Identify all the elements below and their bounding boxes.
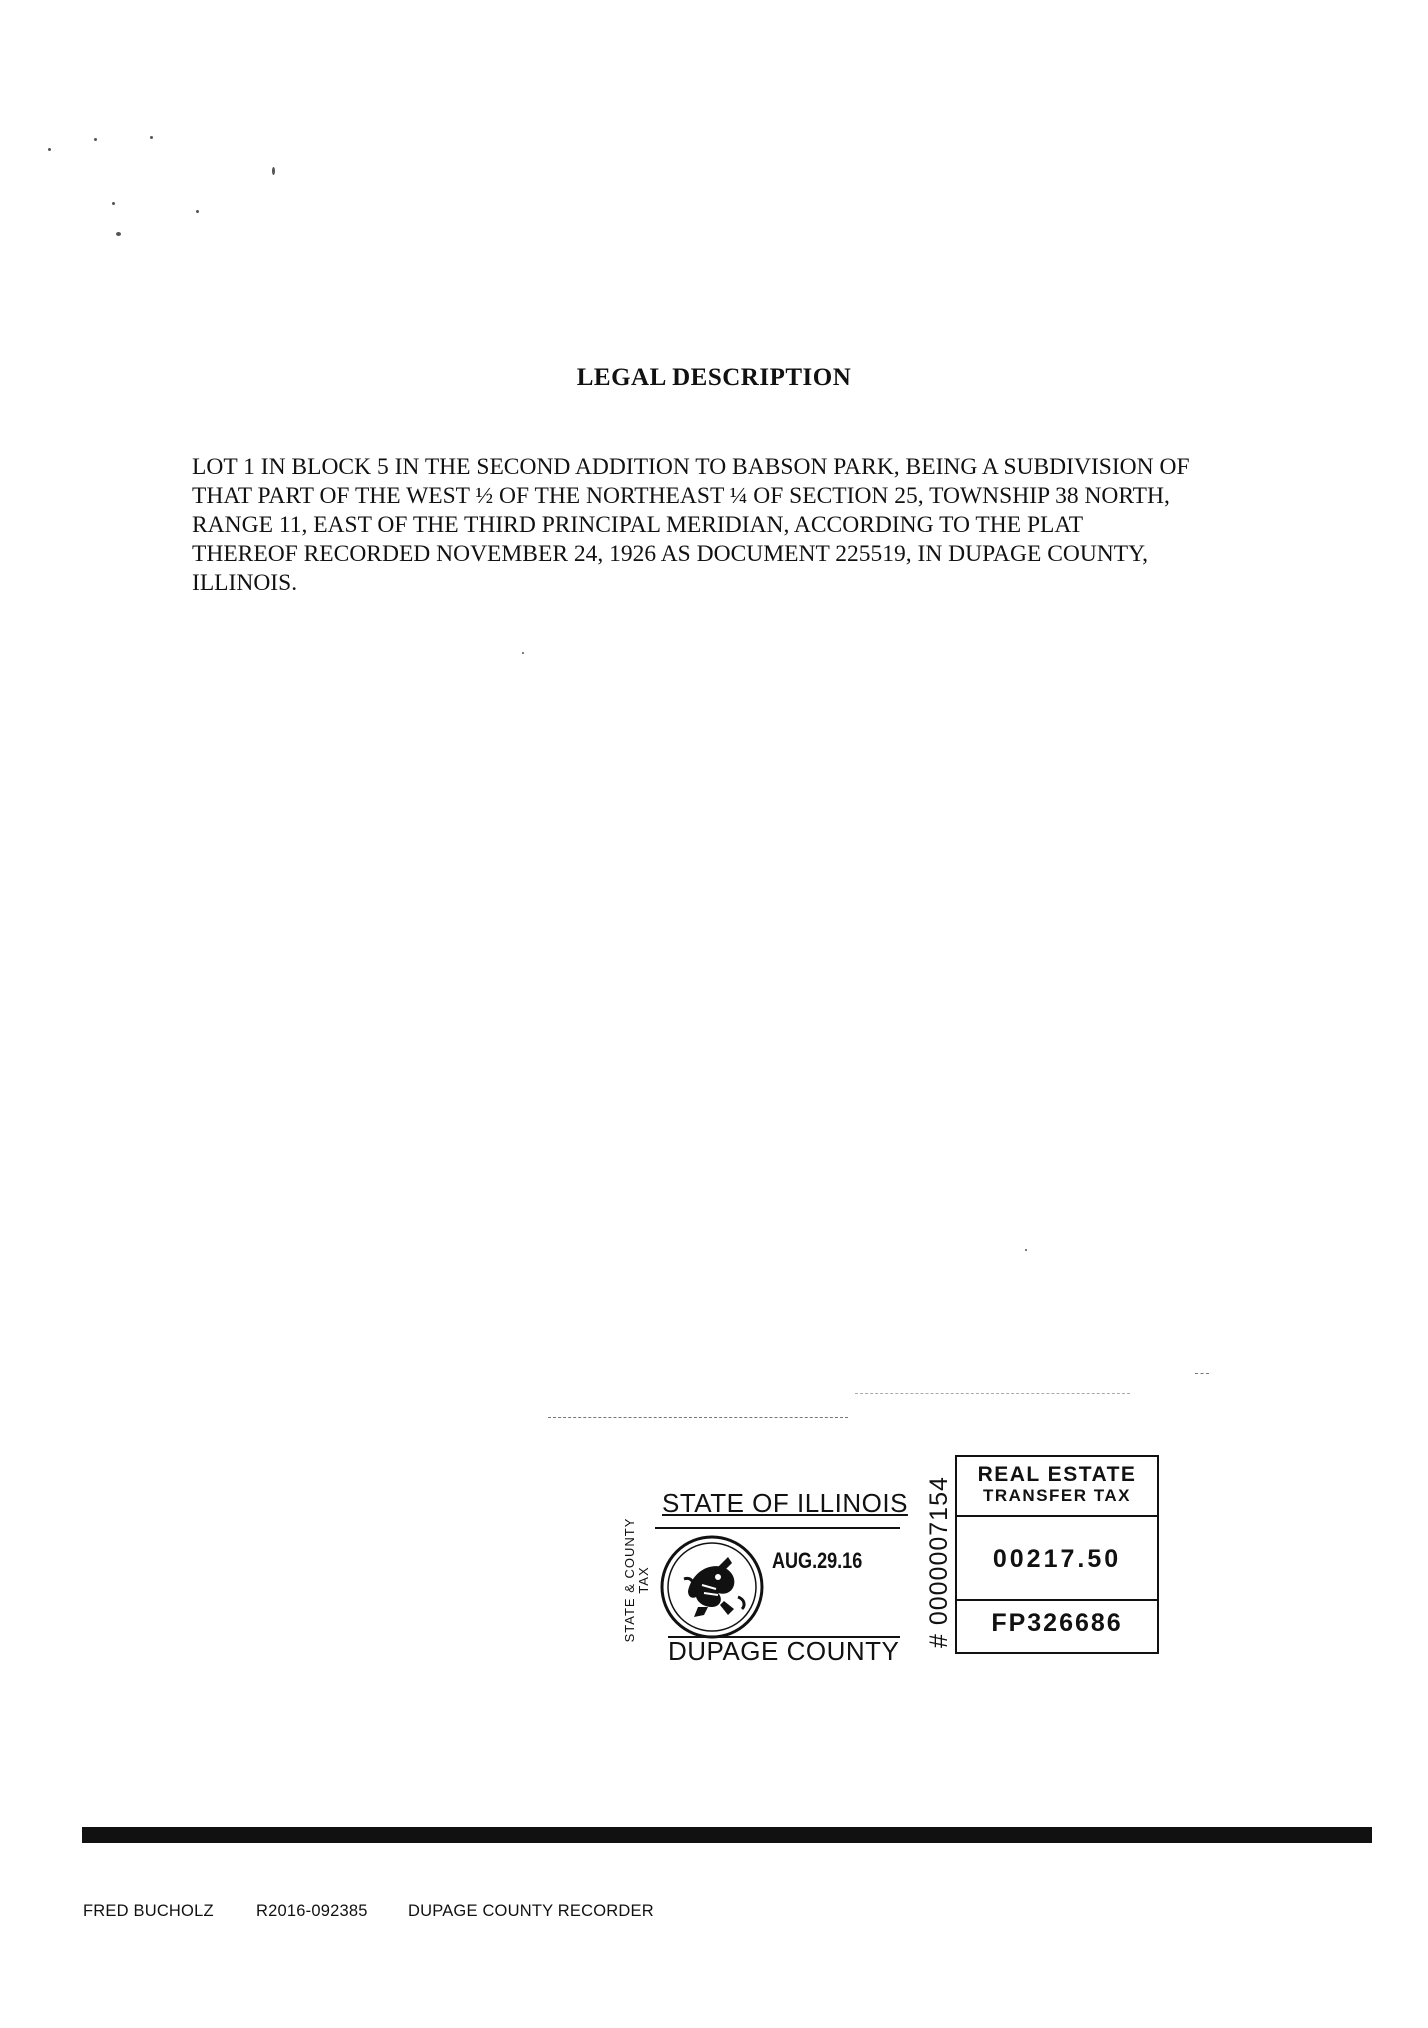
- scan-speck: [272, 167, 275, 175]
- scan-speck: [48, 148, 51, 151]
- footer-recorder-name: FRED BUCHOLZ: [83, 1902, 214, 1920]
- scan-line: [855, 1393, 1130, 1395]
- transfer-tax-amount: 00217.50: [992, 1545, 1122, 1573]
- scan-speck: [1025, 1249, 1027, 1251]
- scan-border-bar: [82, 1827, 1372, 1843]
- stamp-divider: [655, 1527, 900, 1529]
- illinois-state-seal-icon: [658, 1533, 766, 1641]
- scan-speck: [116, 232, 121, 236]
- scan-line: [1195, 1373, 1209, 1375]
- scan-speck: [522, 652, 524, 654]
- stamp-county-name: DUPAGE COUNTY: [668, 1636, 900, 1666]
- transfer-tax-divider: [957, 1515, 1157, 1517]
- transfer-tax-box: [955, 1455, 1159, 1654]
- document-title: LEGAL DESCRIPTION: [576, 364, 852, 391]
- stamp-side-label: STATE & COUNTY TAX: [622, 1517, 651, 1643]
- transfer-tax-heading: [957, 1463, 1157, 1505]
- scan-line: [548, 1417, 848, 1419]
- scan-speck: [196, 210, 199, 213]
- transfer-tax-heading-line2: TRANSFER TAX: [982, 1486, 1131, 1505]
- transfer-tax-heading-line1: REAL ESTATE: [977, 1463, 1137, 1486]
- stamp-state-name: STATE OF ILLINOIS: [662, 1488, 908, 1518]
- scan-speck: [150, 136, 153, 139]
- stamp-date: AUG.29.16: [772, 1548, 863, 1573]
- transfer-tax-divider: [957, 1599, 1157, 1601]
- legal-description-text: LOT 1 IN BLOCK 5 IN THE SECOND ADDITION TO BABSON PARK, BEING A SUBDIVISION OF THAT PART OF THE WEST ½ OF THE NORTHEAST ¼ OF SECTION 25, TOWNSHIP 38 NORTH, RANGE 11, EAST OF THE THIRD PRINCIPAL MERIDIAN, ACCORDING TO THE PLAT THEREOF RECORDED NOVEMBER 24, 1926 AS DOCUMENT 225519, IN DUPAGE COUNTY, ILLINOIS.: [192, 454, 1190, 596]
- scan-speck: [112, 202, 115, 205]
- stamp-serial-number: # 0000007154: [925, 1476, 953, 1648]
- scan-speck: [94, 138, 97, 141]
- footer-document-number: R2016-092385: [256, 1902, 368, 1920]
- transfer-tax-fp-number: FP326686: [991, 1609, 1123, 1637]
- footer-recorder-office: DUPAGE COUNTY RECORDER: [408, 1902, 654, 1920]
